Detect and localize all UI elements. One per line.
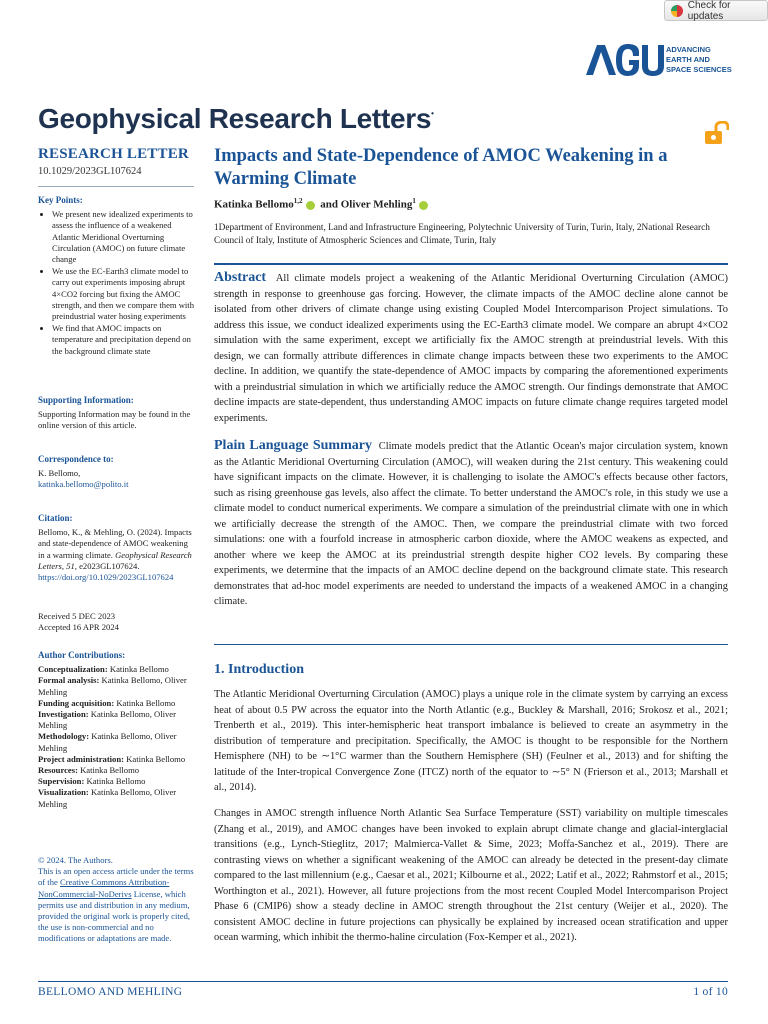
correspondence-heading: Correspondence to:: [38, 454, 114, 464]
affiliations: 1Department of Environment, Land and Infrastructure Engineering, Polytechnic University of Turin, Turin, Italy, 2National Research Council of Italy, Institute of Atmospheric Sciences and Climate, Turin, Italy: [214, 223, 710, 246]
citation-journal: Geophysical Research Letters, 51,: [38, 549, 192, 571]
running-authors: BELLOMO AND MEHLING: [38, 986, 183, 998]
orcid-icon[interactable]: [306, 201, 315, 210]
article-type: RESEARCH LETTER: [38, 146, 189, 162]
key-points-heading: Key Points:: [38, 195, 83, 205]
page-number: 1 of 10: [693, 986, 728, 998]
footer-rule: [38, 981, 728, 982]
correspondence-email-link[interactable]: katinka.bellomo@polito.it: [38, 479, 129, 490]
accepted-date: Accepted 16 APR 2024: [38, 622, 119, 633]
citation-doi-link[interactable]: https://doi.org/10.1029/2023GL107624: [38, 572, 174, 583]
supporting-heading: Supporting Information:: [38, 395, 134, 405]
abstract-rule: [214, 263, 728, 265]
open-access-lock-icon: [703, 121, 729, 145]
contribution-item: Funding acquisition: Katinka Bellomo: [38, 697, 176, 708]
left-rule: [38, 186, 194, 187]
pls-label: Plain Language Summary: [214, 438, 372, 453]
license: [38, 855, 194, 945]
intro-paragraph: The Atlantic Meridional Overturning Circulation (AMOC) plays a unique role in the climate system by carrying an excess heat of about 0.5 PW across the equator into the North Atlantic (e.g., Buckley & Marshall, 2016; Srokosz et al., 2021; Trenberth et al., 2019). This inter-hemispheric heat transport imbalance is believed to create an asymmetry in the distribution of temperature and precipitation. Specifically, the AMOC is thought to be responsible for the Northern Hemisphere (NH) to be ∼1°C warmer than the Southern Hemisphere (SH) (Feulner et al., 2013) and for shifting the latitude of the Inter-tropical Convergence Zone (ITCZ) north of the equator to ∼5° N (Frierson et al., 2013; Marshall et al., 2014).: [214, 689, 728, 793]
correspondence: [38, 454, 194, 491]
contribution-item: Resources: Katinka Bellomo: [38, 765, 140, 776]
abstract-text: All climate models project a weakening of the Atlantic Meridional Overturning Circulation (AMOC) strength in response to greenhouse gas forcing. However, the climate impacts of the AMOC decline alone cannot be isolated from other drivers of climate change using existing Coupled Model Intercomparison Project simulations. To address this issue, we conduct idealized experiments using the EC-Earth3 climate model. We compare an abrupt 4×CO2 simulation with the same experiment, except we artificially fix the AMOC strength at preindustrial levels. With this design, we can formally attribute differences in climate change impacts between these two experiments to the AMOC decline. In addition, we quantify the state-dependence of AMOC impacts by comparing the aforementioned experiments with a preindustrial simulation in which we artificially reduce the AMOC strength. Our findings demonstrate that AMOC decline impacts are state-dependent, thus understanding AMOC impacts on future climate change requires targeted model experiments.: [214, 273, 728, 424]
abstract-label: Abstract: [214, 270, 267, 285]
plain-language-summary: [214, 438, 728, 610]
author-contributions: [38, 650, 194, 810]
license-link[interactable]: Creative Commons Attribution-NonCommercial-NoDerivs: [38, 877, 170, 899]
key-point: • We use the EC-Earth3 climate model to carry out experiments imposing abrupt 4×CO2 forcing but fixing the AMOC strength, and then we compare them with preindustrial water hosing experiments: [52, 266, 194, 322]
crossmark-icon: [671, 5, 683, 17]
supporting-text: Supporting Information may be found in the online version of this article.: [38, 409, 191, 431]
citation-heading: Citation:: [38, 513, 73, 523]
correspondence-name: K. Bellomo,: [38, 468, 81, 479]
agu-name: ADVANCING EARTH AND SPACE SCIENCES: [666, 45, 732, 74]
dates: [38, 611, 194, 633]
supporting-info: [38, 395, 194, 432]
check-for-updates-button[interactable]: [664, 0, 768, 21]
contribution-item: Supervision: Katinka Bellomo: [38, 776, 146, 787]
contribution-item: Project administration: Katinka Bellomo: [38, 753, 186, 764]
received-date: Received 5 DEC 2023: [38, 611, 116, 621]
license-pre: This is an open access article under the terms of the: [38, 866, 194, 888]
citation: [38, 513, 194, 583]
contributions-heading: Author Contributions:: [38, 650, 126, 660]
contribution-item: Formal analysis: Katinka Bellomo, Oliver Mehling: [38, 675, 187, 697]
contribution-item: Methodology: Katinka Bellomo, Oliver Mehling: [38, 731, 177, 753]
citation-text: Bellomo, K., & Mehling, O. (2024). Impacts and state-dependence of AMOC weakening in a warming climate.: [38, 527, 192, 560]
article-title: Impacts and State-Dependence of AMOC Weakening in a Warming Climate: [214, 146, 668, 189]
contribution-item: Conceptualization: Katinka Bellomo: [38, 664, 169, 675]
orcid-icon[interactable]: [419, 201, 428, 210]
check-for-updates-label: Check for updates: [687, 0, 731, 22]
pls-text: Climate models predict that the Atlantic Ocean's major circulation system, known as the Atlantic Meridional Overturning Circulation (AMOC), will weaken during the 21st century. This weakening could have significant impacts on the climate. However, it is challenging to isolate the AMOC's effects because other factors, such as rising greenhouse gas levels, also affect the climate. To better understand the AMOC's role, in this study we use a climate model to conduct numerical experiments. We compare a simulation of the preindustrial climate with one in which we artificially decrease the strength of the AMOC. Then, we compare the preindustrial climate with two forced simulations: one with a fourfold increase in atmospheric carbon dioxide, where the AMOC weakens as expected, and another where we keep the AMOC at its preindustrial strength despite higher CO2 levels. By comparing these experiments, we determine that the impacts of an AMOC decline depend on the background climate state. This research demonstrates that ad-hoc model experiments are needed to understand the impacts of a weakened AMOC in a changing climate.: [214, 441, 729, 607]
intro-paragraph: Changes in AMOC strength influence North Atlantic Sea Surface Temperature (SST) variability on multiple timescales (Zhang et al., 2019), and AMOC changes have been invoked to explain abrupt climate change and glacial-interglacial transitions (e.g., Lynch-Stieglitz, 2017; Malmierca-Vallet & Sime, 2023; Moffa-Sanchez et al., 2019). There are contrasting views on whether a significant weakening of the AMOC can already be detected in the present-day climate compared to the last millennium (e.g., Caesar et al., 2021; Kilbourne et al., 2022; Latif et al., 2022; Rahmstorf et al., 2015; Worthington et al., 2021). However, all future projections from the most recent Coupled Model Intercomparison Project Phase 6 (CMIP6) show a steady decline in AMOC strength throughout the 21st century (Weijer et al., 2020). The consistent AMOC decline in future projections can physically be explained by increased ocean stratification and upper ocean warming, which inhibit the thermo-haline circulation (Fox-Kemper et al., 2021).: [214, 808, 728, 943]
journal-title: Geophysical Research Letters•: [38, 103, 434, 134]
citation-id: e2023GL107624.: [79, 560, 140, 571]
key-point: • We present new idealized experiments to assess the influence of a weakened Atlantic Meridional Overturning Circulation (AMOC) on future climate change: [52, 209, 194, 265]
key-points: [38, 195, 194, 358]
article-doi: 10.1029/2023GL107624: [38, 166, 142, 177]
contribution-item: Investigation: Katinka Bellomo, Oliver Mehling: [38, 709, 176, 731]
author-name: and Oliver Mehling: [320, 198, 413, 211]
agu-logo: [586, 44, 664, 76]
intro-rule: [214, 644, 728, 645]
section-heading: 1. Introduction: [214, 662, 304, 677]
abstract: [214, 270, 728, 426]
author-list: Katinka Bellomo$^{1,2}$ and Oliver Mehling$^1$: [214, 197, 431, 211]
license-post: License, which permits use and distribution in any medium, provided the original work is properly cited, the use is non-commercial and no modifications or adaptations are made.: [38, 888, 191, 944]
key-point: • We find that AMOC impacts on temperature and precipitation depend on the background climate state: [52, 323, 194, 357]
author-name: Katinka Bellomo: [214, 198, 294, 211]
contribution-item: Visualization: Katinka Bellomo, Oliver Mehling: [38, 787, 177, 809]
copyright: © 2024. The Authors.: [38, 855, 113, 865]
